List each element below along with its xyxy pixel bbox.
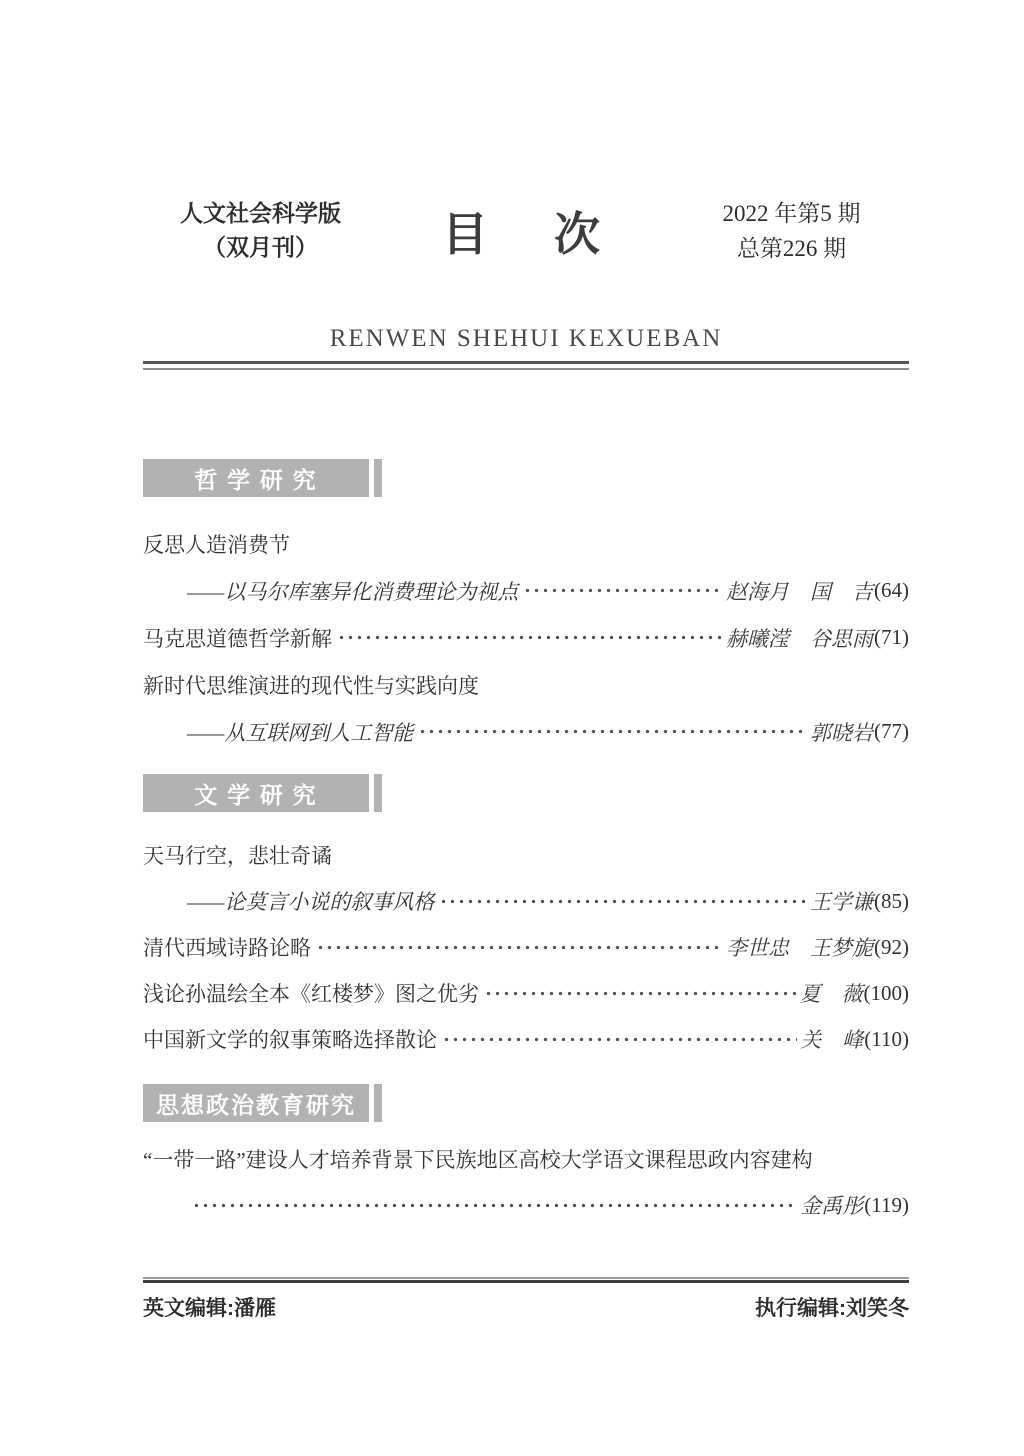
footer-english-editor: 英文编辑:潘雁 [143, 1297, 276, 1320]
article-subtitle: ——论莫言小说的叙事风格 [187, 890, 435, 914]
section-entries-philosophy [143, 520, 909, 755]
article-page: (71) [874, 625, 909, 649]
article-authors: 李世忠 王梦旎 [726, 936, 873, 960]
toc-entry-line [143, 1016, 909, 1062]
section-entries-ideology-education [143, 1136, 909, 1228]
toc-title: 目 次 [442, 208, 610, 260]
section-label: 哲 学 研 究 [143, 459, 369, 497]
section-label: 文 学 研 究 [143, 774, 369, 812]
section-bar-decoration [374, 459, 382, 497]
article-page: (64) [874, 578, 909, 602]
article-page: (100) [863, 980, 909, 1005]
article-authors: 关 峰 [800, 1028, 864, 1052]
issue-block [674, 196, 909, 266]
double-rule [143, 361, 909, 370]
dot-leader [440, 1029, 797, 1050]
article-subtitle: ——从互联网到人工智能 [187, 720, 414, 745]
edition-block [143, 196, 378, 264]
issue-number: 2022 年第5 期 [722, 201, 861, 226]
article-page: (110) [864, 1026, 909, 1051]
article-page: (85) [874, 888, 909, 913]
section-entries-literature [143, 832, 909, 1062]
dot-leader [314, 937, 723, 958]
section-bar-decoration [374, 774, 382, 812]
article-title: 浅论孙温绘全本《红楼梦》图之优劣 [143, 982, 479, 1006]
toc-entry-title-line [143, 661, 909, 708]
section-bar-decoration [374, 1084, 382, 1122]
article-authors: 王学谦 [810, 890, 873, 914]
article-subtitle: ——以马尔库塞异化消费理论为视点 [187, 579, 519, 604]
section-label: 思想政治教育研究 [143, 1084, 369, 1122]
article-title: 马克思道德哲学新解 [143, 626, 332, 651]
toc-entry-line [143, 708, 909, 755]
masthead [143, 196, 909, 266]
section-header-literature [143, 774, 382, 812]
footer-executive-editor: 执行编辑:刘笑冬 [755, 1297, 909, 1320]
article-authors: 夏 薇 [799, 982, 863, 1006]
article-title: 清代西域诗路论略 [143, 936, 311, 960]
article-title: 天马行空，悲壮奇谲 [143, 844, 332, 868]
toc-entry-line [143, 970, 909, 1016]
article-authors: 赫曦滢 谷思雨 [726, 626, 873, 651]
dot-leader [335, 627, 723, 648]
toc-entry-title-line [143, 832, 909, 878]
journal-pinyin-title: RENWEN SHEHUI KEXUEBAN [329, 325, 723, 352]
footer [143, 1292, 909, 1322]
toc-entry-title-line [143, 520, 909, 567]
article-title: 反思人造消费节 [143, 532, 290, 557]
dot-leader [482, 983, 797, 1004]
toc-entry-title-line [143, 1136, 909, 1182]
edition-frequency: （双月刊） [203, 234, 318, 260]
article-title: “一带一路”建设人才培养背景下民族地区高校大学语文课程思政内容建构 [143, 1148, 813, 1172]
footer-rule [143, 1277, 909, 1283]
toc-entry-line [143, 567, 909, 614]
article-page: (92) [874, 934, 909, 959]
dot-leader [437, 891, 807, 912]
toc-entry-line [143, 878, 909, 924]
toc-entry-line [143, 924, 909, 970]
article-authors: 郭晓岩 [810, 720, 873, 745]
article-page: (77) [874, 719, 909, 743]
section-header-philosophy [143, 459, 382, 497]
dot-leader [521, 580, 723, 601]
toc-entry-line [143, 1182, 909, 1228]
dot-leader [416, 721, 807, 742]
toc-entry-line [143, 614, 909, 661]
article-title: 新时代思维演进的现代性与实践向度 [143, 673, 479, 698]
edition-name: 人文社会科学版 [180, 200, 341, 226]
article-title: 中国新文学的叙事策略选择散论 [143, 1028, 437, 1052]
dot-leader [190, 1195, 797, 1216]
section-header-ideology-education [143, 1084, 382, 1122]
article-authors: 金禹彤 [800, 1194, 864, 1218]
article-page: (119) [864, 1192, 909, 1217]
issue-total: 总第226 期 [736, 236, 847, 261]
article-authors: 赵海月 国 吉 [726, 579, 873, 604]
